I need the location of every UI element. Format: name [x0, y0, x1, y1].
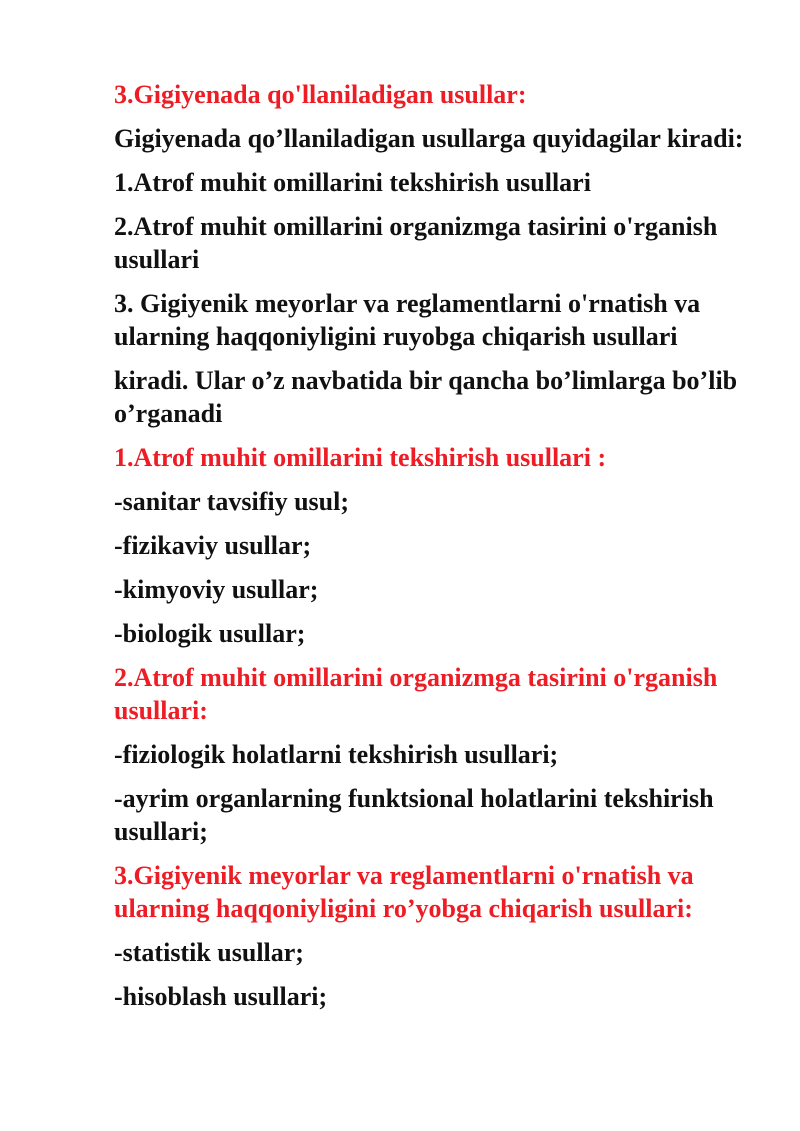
main-heading: 3.Gigiyenada qo'llaniladigan usullar:: [114, 80, 527, 109]
method-item-2: 2.Atrof muhit omillarini organizmga tasirini o'rganish usullari: [114, 212, 718, 274]
section-3-title: 3.Gigiyenik meyorlar va reglamentlarni o'rnatish va ularning haqqoniyligini ro’yobga chiqarish usullari:: [114, 861, 694, 923]
summary-paragraph: kiradi. Ular o’z navbatida bir qancha bo’limlarga bo’lib o’rganadi: [114, 366, 738, 428]
section-1-item: -fizikaviy usullar;: [114, 531, 312, 560]
section-3-item: -hisoblash usullari;: [114, 982, 328, 1011]
document-page: [114, 78, 754, 1024]
method-item-3: 3. Gigiyenik meyorlar va reglamentlarni o'rnatish va ularning haqqoniyligini ruyobga chiqarish usullari: [114, 289, 701, 351]
method-item-1: 1.Atrof muhit omillarini tekshirish usullari: [114, 168, 591, 197]
section-1-item: -biologik usullar;: [114, 619, 306, 648]
section-2-item: -fiziologik holatlarni tekshirish usullari;: [114, 740, 559, 769]
section-3-item: -statistik usullar;: [114, 938, 304, 967]
section-1-item: -sanitar tavsifiy usul;: [114, 487, 349, 516]
section-1-title: 1.Atrof muhit omillarini tekshirish usullari :: [114, 443, 607, 472]
intro-paragraph: Gigiyenada qo’llaniladigan usullarga quyidagilar kiradi:: [114, 124, 744, 153]
section-2-item: -ayrim organlarning funktsional holatlarini tekshirish usullari;: [114, 784, 714, 846]
section-1-item: -kimyoviy usullar;: [114, 575, 319, 604]
section-2-title: 2.Atrof muhit omillarini organizmga tasirini o'rganish usullari:: [114, 663, 718, 725]
